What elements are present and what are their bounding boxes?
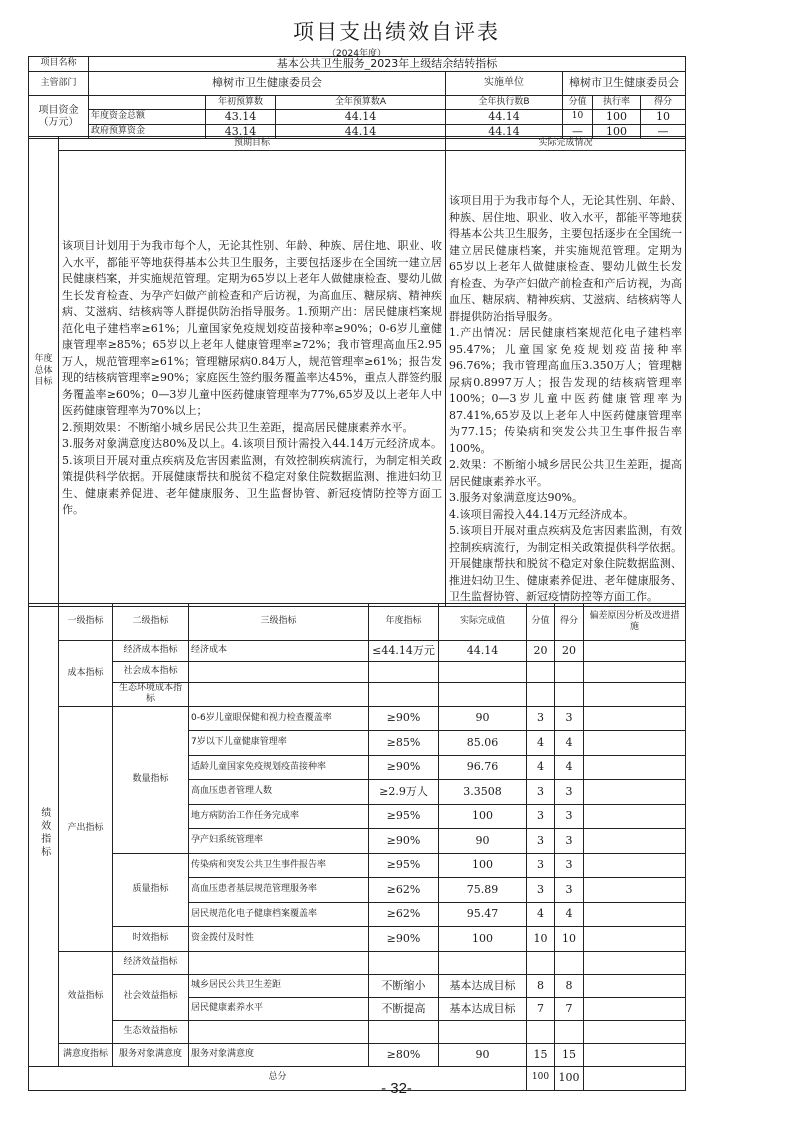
paragraph: 1.产出情况：居民健康档案规范化电子建档率95.47%；儿童国家免疫规划疫苗接种率96.76%；我市管理高血压3.350万人；管理糖尿病0.8997万人；报告发现的结核病管理率100%；0—3岁儿童中医药健康管理率为87.41%,65岁及以上老年人中医药健康管理率为77.15；传染病和突发公共卫生事件报告率100%。: [449, 326, 682, 455]
deviation-analysis: [584, 829, 686, 854]
impl-label: 实施单位: [446, 71, 563, 95]
project-name-label: 项目名称: [29, 57, 89, 72]
deviation-analysis: [584, 780, 686, 805]
funds-header: 全年预算数A: [276, 95, 446, 109]
score-value: 3: [527, 829, 555, 854]
annual-target: ≥62%: [369, 902, 439, 927]
score: 3: [555, 853, 584, 878]
actual-value: 基本达成目标: [439, 997, 527, 1020]
level2-indicator: 时效指标: [113, 927, 189, 952]
annual-target: [369, 683, 439, 707]
indicator-row: [29, 683, 686, 707]
paragraph: 2.预期效果：不断缩小城乡居民公共卫生差距，提高居民健康素养水平。: [62, 420, 414, 434]
project-name: 基本公共卫生服务_2023年上级结余结转指标: [89, 57, 686, 72]
annual-target: ≥62%: [369, 878, 439, 903]
initial-budget: 43.14: [206, 124, 276, 139]
funds-blank: [89, 95, 206, 109]
deviation-analysis: [584, 683, 686, 707]
column-header: 得分: [555, 604, 584, 641]
score: 3: [555, 780, 584, 805]
deviation-analysis: [584, 641, 686, 662]
score-value: 3: [527, 706, 555, 731]
initial-budget: 43.14: [206, 109, 276, 124]
level2-indicator: 经济效益指标: [113, 951, 189, 974]
deviation-analysis: [584, 755, 686, 780]
deviation-analysis: [584, 731, 686, 756]
indicator-row: [29, 974, 686, 997]
level3-indicator: 7岁以下儿童健康管理率: [189, 731, 369, 756]
funds-header: 执行率: [593, 95, 641, 109]
actual-value: 95.47: [439, 902, 527, 927]
actual-value: 3.3508: [439, 780, 527, 805]
level3-indicator: 经济成本: [189, 641, 369, 662]
paragraph: 2.效果：不断缩小城乡居民公共卫生差距，提高居民健康素养水平。: [449, 458, 682, 488]
level3-indicator: [189, 683, 369, 707]
actual-value: 96.76: [439, 755, 527, 780]
level1-indicator: 成本指标: [59, 641, 113, 707]
score-value: 3: [527, 804, 555, 829]
performance-label: 绩效指标: [29, 604, 59, 1067]
annual-target: ≥90%: [369, 706, 439, 731]
score: 7: [555, 997, 584, 1020]
deviation-analysis: [584, 997, 686, 1020]
execution-rate: 100: [593, 109, 641, 124]
executed: 44.14: [446, 109, 563, 124]
score-value: [527, 951, 555, 974]
score: 8: [555, 974, 584, 997]
goals-label: 年度总体目标: [29, 137, 59, 607]
score-value: 8: [527, 974, 555, 997]
funds-header: 得分: [641, 95, 686, 109]
actual-value: 75.89: [439, 878, 527, 903]
score: 3: [555, 829, 584, 854]
paragraph: 4.该项目需投入44.14万元经济成本。: [449, 507, 634, 521]
level3-indicator: 孕产妇系统管理率: [189, 829, 369, 854]
level3-indicator: 服务对象满意度: [189, 1043, 369, 1066]
expected-goals-text: [59, 151, 446, 607]
impl-name: 樟树市卫生健康委员会: [563, 71, 686, 95]
paragraph: 3.服务对象满意度达80%及以上。4.该项目预计需投入44.14万元经济成本。5.该项目开展对重点疾病及危害因素监测，有效控制疾病流行，为制定相关政策提供科学依据。开展健康帮扶和脱贫不稳定对象住院数据监测、推进妇幼卫生、健康素养促进、老年健康服务、卫生监督协管、新冠疫情防控等方面工作。: [62, 437, 442, 516]
level3-indicator: 居民健康素养水平: [189, 997, 369, 1020]
indicator-row: [29, 641, 686, 662]
score: 4: [555, 731, 584, 756]
score-value: 10: [563, 109, 593, 124]
score-value: [527, 683, 555, 707]
level3-indicator: 居民规范化电子健康档案覆盖率: [189, 902, 369, 927]
annual-target: ≥2.9万人: [369, 780, 439, 805]
level2-indicator: 质量指标: [113, 853, 189, 927]
deviation-analysis: [584, 902, 686, 927]
deviation-analysis: [584, 804, 686, 829]
annual-target: [369, 1020, 439, 1043]
funds-header: 分值: [563, 95, 593, 109]
level3-indicator: 适龄儿童国家免疫规划疫苗接种率: [189, 755, 369, 780]
total-score-value: 100: [527, 1066, 555, 1090]
deviation-analysis: [584, 951, 686, 974]
page-number: - 32-: [381, 1080, 412, 1097]
column-header: 分值: [527, 604, 555, 641]
funds-header: 年初预算数: [206, 95, 276, 109]
dept-label: 主管部门: [29, 71, 89, 95]
annual-budget: 44.14: [276, 124, 446, 139]
annual-target: ≥95%: [369, 804, 439, 829]
level3-indicator: 资金拨付及时性: [189, 927, 369, 952]
level3-indicator: 城乡居民公共卫生差距: [189, 974, 369, 997]
actual-value: 85.06: [439, 731, 527, 756]
score: [555, 951, 584, 974]
annual-target: ≥85%: [369, 731, 439, 756]
actual-value: [439, 1020, 527, 1043]
actual-value: [439, 662, 527, 683]
deviation-analysis: [584, 1020, 686, 1043]
actual-value: 100: [439, 804, 527, 829]
deviation-analysis: [584, 927, 686, 952]
score-value: 4: [527, 731, 555, 756]
score-value: 10: [527, 927, 555, 952]
funds-row: [29, 109, 686, 124]
annual-target: [369, 662, 439, 683]
score-value: 4: [527, 755, 555, 780]
score: 3: [555, 878, 584, 903]
score: [555, 683, 584, 707]
score: 3: [555, 706, 584, 731]
indicator-row: [29, 1043, 686, 1066]
dept-name: 樟树市卫生健康委员会: [89, 71, 446, 95]
level1-indicator: 效益指标: [59, 951, 113, 1043]
score-value: 4: [527, 902, 555, 927]
paragraph: 该项目计划用于为我市每个人，无论其性别、年龄、种族、居住地、职业、收入水平，都能平等地获得基本公共卫生服务，主要包括逐步在全国统一建立居民健康档案，并实施规范管理。定期为65岁以上老年人做健康检查、婴幼儿做生长发育检查、为孕产妇做产前检查和产后访视，为高血压、糖尿病、精神疾病、艾滋病、结核病等人群提供防治指导服务。1.预期产出：居民健康档案规范化电子建档率≥61%；儿童国家免疫规划疫苗接种率≥90%；0-6岁儿童健康管理率≥85%；65岁以上老年人健康管理率≥72%；我市管理高血压2.95万人，规范管理率≥61%；管理糖尿病0.84万人，规范管理率≥61%；报告发现的结核病管理率≥90%；家庭医生签约服务覆盖率达45%，重点人群签约服务覆盖率≥60%；0—3岁儿童中医药健康管理率为77%,65岁及以上老年人中医药健康管理率为70%以上；: [62, 239, 442, 417]
total-label: 总分: [29, 1066, 527, 1090]
column-header: 偏差原因分析及改进措施: [584, 604, 686, 641]
score-value: 15: [527, 1043, 555, 1066]
level2-indicator: 社会效益指标: [113, 974, 189, 1020]
score-value: 3: [527, 853, 555, 878]
actual-value: 44.14: [439, 641, 527, 662]
level2-indicator: 生态环境成本指标: [113, 683, 189, 707]
column-header: 一级指标: [59, 604, 113, 641]
level2-indicator: 经济成本指标: [113, 641, 189, 662]
annual-target: [369, 951, 439, 974]
level2-indicator: 服务对象满意度: [113, 1043, 189, 1066]
column-header: 年度指标: [369, 604, 439, 641]
annual-target: ≥90%: [369, 755, 439, 780]
level3-indicator: [189, 662, 369, 683]
paragraph: 5.该项目开展对重点疾病及危害因素监测，有效控制疾病流行，为制定相关政策提供科学依据。开展健康帮扶和脱贫不稳定对象住院数据监测、推进妇幼卫生、健康素养促进、老年健康服务、卫生监督协管、新冠疫情防控等方面工作。: [449, 524, 682, 603]
executed: 44.14: [446, 124, 563, 139]
score-value: 7: [527, 997, 555, 1020]
annual-target: ≥90%: [369, 927, 439, 952]
level3-indicator: 地方病防治工作任务完成率: [189, 804, 369, 829]
level1-indicator: 满意度指标: [59, 1043, 113, 1066]
fiscal-year: （2024年度）: [327, 49, 386, 59]
total-score: 100: [555, 1066, 584, 1090]
annual-target: ≥80%: [369, 1043, 439, 1066]
actual-value: [439, 683, 527, 707]
execution-rate: 100: [593, 124, 641, 139]
indicator-row: [29, 951, 686, 974]
score: 4: [555, 902, 584, 927]
level3-indicator: [189, 951, 369, 974]
level3-indicator: 传染病和突发公共卫生事件报告率: [189, 853, 369, 878]
score: 15: [555, 1043, 584, 1066]
indicator-row: [29, 927, 686, 952]
deviation-analysis: [584, 853, 686, 878]
score-value: 20: [527, 641, 555, 662]
deviation-analysis: [584, 706, 686, 731]
deviation-analysis: [584, 1043, 686, 1066]
paragraph: 该项目用于为我市每个人，无论其性别、年龄、种族、居住地、职业、收入水平，都能平等地获得基本公共卫生服务，主要包括逐步在全国统一建立居民健康档案，并实施规范管理。定期为65岁以上老年人做健康检查、婴幼儿做生长发育检查、为孕产妇做产前检查和产后访视，为高血压、糖尿病、精神疾病、艾滋病、结核病等人群提供防治指导服务。: [449, 194, 682, 323]
annual-target: 不断提高: [369, 997, 439, 1020]
actual-completion-text: [446, 151, 686, 607]
annual-target: ≤44.14万元: [369, 641, 439, 662]
score-value: [527, 662, 555, 683]
annual-target: 不断缩小: [369, 974, 439, 997]
level2-indicator: 生态效益指标: [113, 1020, 189, 1043]
project-info-table: [28, 56, 686, 139]
actual-value: 基本达成目标: [439, 974, 527, 997]
indicator-row: [29, 706, 686, 731]
level3-indicator: [189, 1020, 369, 1043]
deviation-analysis: [584, 974, 686, 997]
column-header: 二级指标: [113, 604, 189, 641]
score-value: [527, 1020, 555, 1043]
annual-target: ≥95%: [369, 853, 439, 878]
indicator-row: [29, 1020, 686, 1043]
actual-value: [439, 951, 527, 974]
funds-row-label: 政府预算资金: [89, 124, 206, 139]
level3-indicator: 高血压患者基层规范管理服务率: [189, 878, 369, 903]
page-title: 项目支出绩效自评表: [293, 20, 500, 44]
level2-indicator: 社会成本指标: [113, 662, 189, 683]
indicator-row: [29, 662, 686, 683]
level3-indicator: 高血压患者管理人数: [189, 780, 369, 805]
score: 4: [555, 755, 584, 780]
score: 10: [641, 109, 686, 124]
deviation-analysis: [584, 878, 686, 903]
level3-indicator: 0-6岁儿童眼保健和视力检查覆盖率: [189, 706, 369, 731]
actual-value: 90: [439, 706, 527, 731]
annual-target: ≥90%: [369, 829, 439, 854]
annual-budget: 44.14: [276, 109, 446, 124]
score: [555, 1020, 584, 1043]
score: [555, 662, 584, 683]
column-header: 三级指标: [189, 604, 369, 641]
goals-table: [28, 136, 686, 607]
score-value: 3: [527, 780, 555, 805]
score-value: 3: [527, 878, 555, 903]
deviation-analysis: [584, 662, 686, 683]
level2-indicator: 数量指标: [113, 706, 189, 853]
funds-row-label: 年度资金总额: [89, 109, 206, 124]
actual-value: 90: [439, 1043, 527, 1066]
funds-header: 全年执行数B: [446, 95, 563, 109]
score-value: —: [563, 124, 593, 139]
expected-goals-header: 预期目标: [59, 137, 446, 151]
actual-value: 100: [439, 927, 527, 952]
performance-indicators-table: [28, 603, 686, 1091]
indicator-row: [29, 853, 686, 878]
column-header: 实际完成值: [439, 604, 527, 641]
actual-value: 90: [439, 829, 527, 854]
level1-indicator: 产出指标: [59, 706, 113, 951]
score: 10: [555, 927, 584, 952]
score: 3: [555, 804, 584, 829]
score: —: [641, 124, 686, 139]
score: 20: [555, 641, 584, 662]
paragraph: 3.服务对象满意度达90%。: [449, 491, 583, 504]
actual-completion-header: 实际完成情况: [446, 137, 686, 151]
funds-label: 项目资金（万元）: [29, 95, 89, 139]
actual-value: 100: [439, 853, 527, 878]
